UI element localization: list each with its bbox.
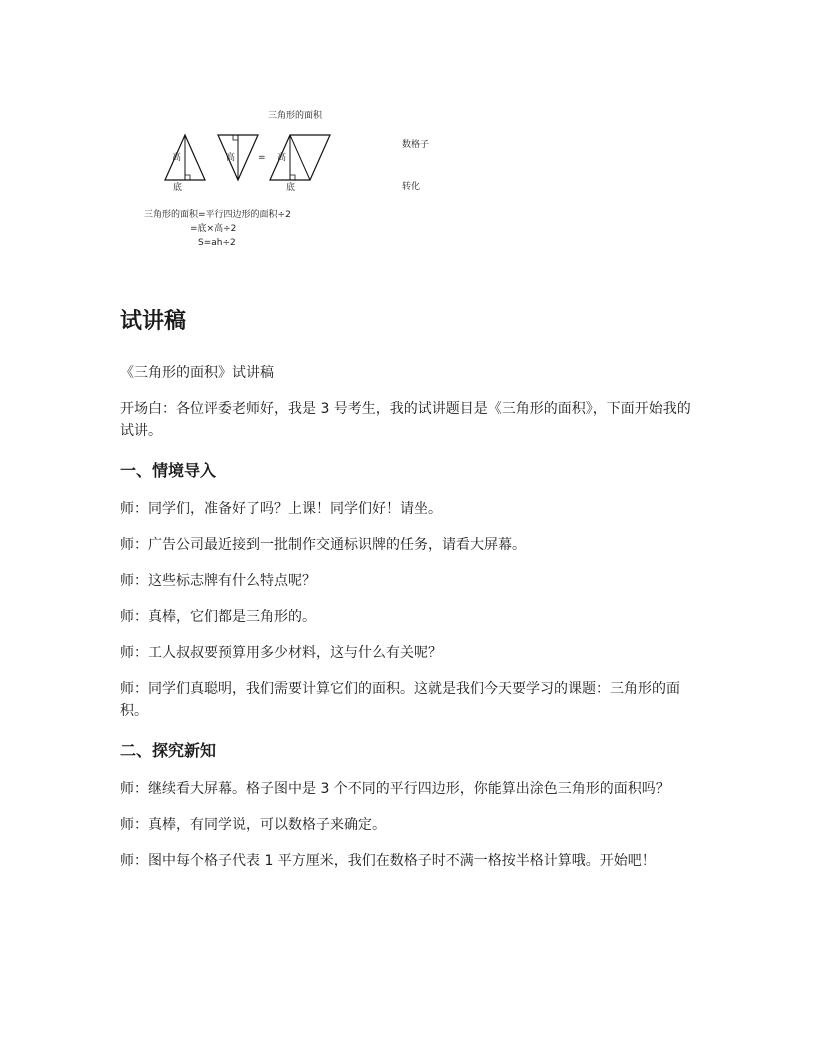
gao-label-1: 高 xyxy=(172,153,182,163)
paragraph: 师：工人叔叔要预算用多少材料，这与什么有关呢？ xyxy=(120,645,442,661)
gao-label-3: 高 xyxy=(277,153,287,163)
di-label-2: 底 xyxy=(286,183,296,193)
paragraph: 师：真棒，有同学说，可以数格子来确定。 xyxy=(120,817,386,833)
di-label-1: 底 xyxy=(173,183,183,193)
board-note-count-grid: 数格子 xyxy=(402,140,430,150)
opening-paragraph: 开场白：各位评委老师好，我是 3 号考生，我的试讲题目是《三角形的面积》，下面开始我的试讲。 xyxy=(120,401,691,439)
section-heading-explore: 二、探究新知 xyxy=(120,741,217,760)
paragraph: 师：真棒，它们都是三角形的。 xyxy=(120,609,316,625)
section-heading-intro: 一、情境导入 xyxy=(120,461,217,480)
paragraph: 师：图中每个格子代表 1 平方厘米，我们在数格子时不满一格按半格计算哦。开始吧！ xyxy=(120,853,656,869)
paragraph: 师：继续看大屏幕。格子图中是 3 个不同的平行四边形，你能算出涂色三角形的面积吗？ xyxy=(120,781,670,797)
triangle-diagram xyxy=(140,105,440,255)
formula-line-2: =底×高÷2 xyxy=(190,224,237,234)
triangle-1-right-angle xyxy=(185,175,190,180)
document-body xyxy=(120,300,700,886)
board-heading: 三角形的面积 xyxy=(268,111,323,121)
document-title: 试讲稿 xyxy=(120,309,187,334)
parallelogram-right-angle xyxy=(290,175,295,180)
paragraph: 师：同学们，准备好了吗？上课！同学们好！请坐。 xyxy=(120,501,442,517)
formula-line-3: S=ah÷2 xyxy=(198,238,236,248)
gao-label-2: 高 xyxy=(226,153,236,163)
board-diagram xyxy=(140,105,440,255)
formula-line-1: 三角形的面积=平行四边形的面积÷2 xyxy=(144,210,291,220)
paragraph: 师：同学们真聪明，我们需要计算它们的面积。这就是我们今天要学习的课题：三角形的面积。 xyxy=(120,681,680,719)
triangle-2-right-angle xyxy=(233,135,238,140)
board-note-transform: 转化 xyxy=(402,182,421,192)
paragraph: 师：广告公司最近接到一批制作交通标识牌的任务，请看大屏幕。 xyxy=(120,537,526,553)
equals-sign: = xyxy=(258,153,266,163)
parallelogram-diagonal xyxy=(290,135,310,180)
document-subtitle: 《三角形的面积》试讲稿 xyxy=(120,365,274,381)
paragraph: 师：这些标志牌有什么特点呢？ xyxy=(120,573,316,589)
